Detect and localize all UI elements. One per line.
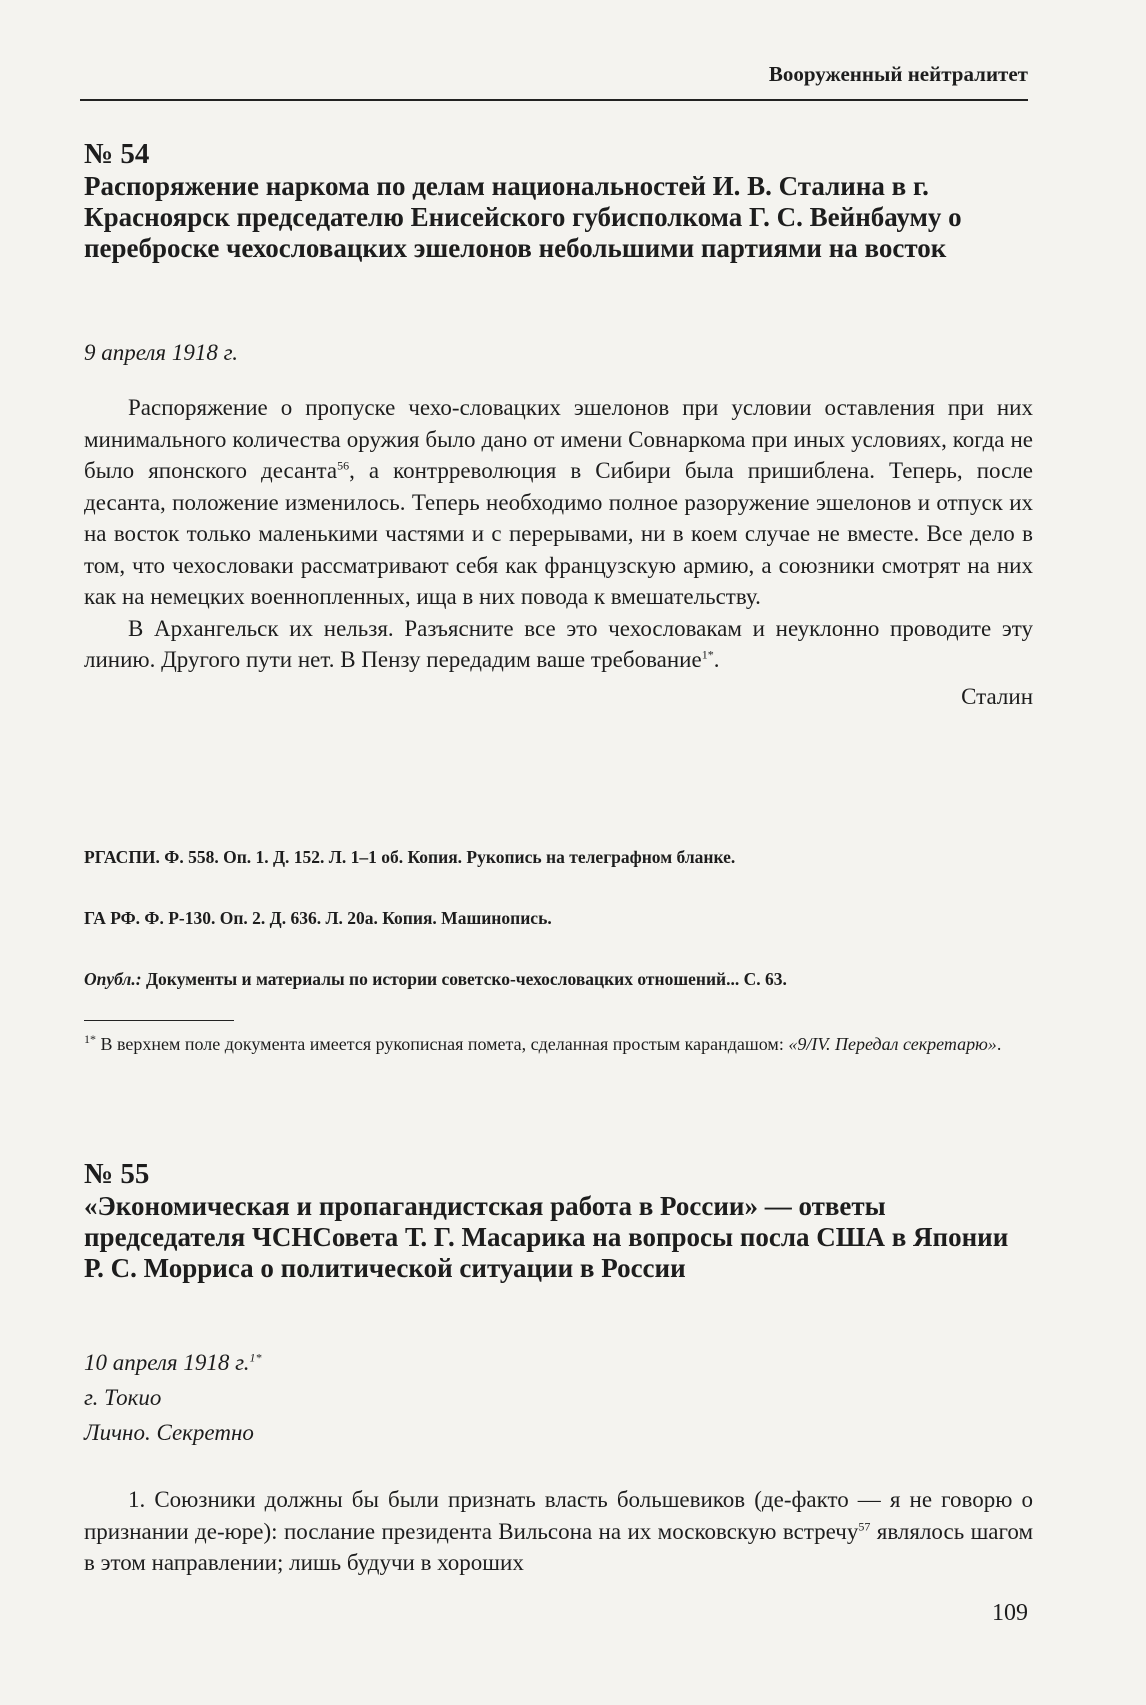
archive-source-1: РГАСПИ. Ф. 558. Оп. 1. Д. 152. Л. 1–1 об. Копия. Рукопись на телеграфном бланке. (84, 847, 736, 867)
doc54-p2-text-a: В Архангельск их нельзя. Разъясните все это чехословакам и неуклонно проводите эту линию. Другого пути нет. В Пензу передадим ваше требование (84, 615, 1033, 672)
footnote-quote: «9/IV. Передал секретарю» (788, 1034, 997, 1054)
doc55-p1-text-a: 1. Союзники должны бы были признать власть большевиков (де-факто — я не говорю о признании де-юре): послание президента Вильсона на их московскую встречу (84, 1487, 1033, 1544)
note-ref-57: 57 (858, 1518, 871, 1533)
publication-note (84, 967, 1033, 991)
footnote-rule (84, 1020, 234, 1021)
doc55-number: № 55 (84, 1158, 150, 1190)
doc54-number: № 54 (84, 138, 150, 170)
header-rule (80, 99, 1028, 101)
archive-source-2: ГА РФ. Ф. Р-130. Оп. 2. Д. 636. Л. 20а. Копия. Машинопись. (84, 908, 552, 928)
publication-label: Опубл.: (84, 969, 142, 989)
doc54-paragraph-2 (84, 613, 1033, 676)
doc54-title: Распоряжение наркома по делам национальностей И. В. Сталина в г. Красноярск председателю Енисейского губисполкома Г. С. Вейнбауму о переброске чехословацких эшелонов небольшими партиями на восток (84, 171, 962, 263)
note-ref-1: 1* (701, 647, 714, 662)
doc55-meta (84, 1348, 1033, 1447)
doc55-paragraph-1 (84, 1484, 1033, 1579)
doc55-body (84, 1484, 1033, 1579)
page-number: 109 (992, 1600, 1028, 1626)
doc55-heading (84, 1158, 1033, 1284)
running-head: Вооруженный нейтралитет (768, 62, 1028, 86)
doc54-date: 9 апреля 1918 г. (84, 340, 239, 365)
doc55-p1-text-b: являлось шагом в этом направлении; лишь будучи в хороших (84, 1518, 1033, 1575)
doc54-heading (84, 138, 1033, 264)
signature: Сталин (961, 683, 1033, 709)
doc55-date: 10 апреля 1918 г. (84, 1350, 250, 1375)
doc54-p1-text-a: Распоряжение о пропуске чехо-словацких эшелонов при условии оставления при них минимального количества оружия было дано от имени Совнаркома при иных условиях, когда не было японского десанта (84, 395, 1033, 483)
doc55-date-line (84, 1348, 1033, 1377)
doc55-date-note: 1* (249, 1350, 262, 1365)
doc54-p2-text-b: . (713, 647, 720, 672)
publication-text: Документы и материалы по истории советско-чехословацких отношений... С. 63. (141, 969, 787, 989)
footnote-mark: 1* (84, 1032, 96, 1046)
doc55-place: г. Токио (84, 1385, 162, 1410)
doc54-body (84, 392, 1033, 710)
doc54-p1-text-b: , а контрреволюция в Сибири была пришиблена. Теперь, после десанта, положение изменилось. Теперь необходимо полное разоружение эшелонов и отпуск их на восток только маленькими частями и с перерывами, ни в коем случае не вместе. Все дело в том, что чехословаки рассматривают себя как французскую армию, а союзники смотрят на них как на немецких военнопленных, ища в них повода к вмешательству. (84, 458, 1034, 609)
doc55-classification: Лично. Секретно (84, 1420, 254, 1445)
doc55-title: «Экономическая и пропагандистская работа в России» — ответы председателя ЧСНСовета Т. Г. Масарика на вопросы посла США в Японии Р. С. Морриса о политической ситуации в России (84, 1191, 1009, 1283)
note-ref-56: 56 (337, 458, 350, 473)
footnote (84, 1032, 1033, 1057)
doc54-paragraph-1 (84, 392, 1033, 613)
footnote-end: . (996, 1034, 1002, 1054)
footnote-text: В верхнем поле документа имеется рукописная помета, сделанная простым карандашом: (96, 1034, 789, 1054)
